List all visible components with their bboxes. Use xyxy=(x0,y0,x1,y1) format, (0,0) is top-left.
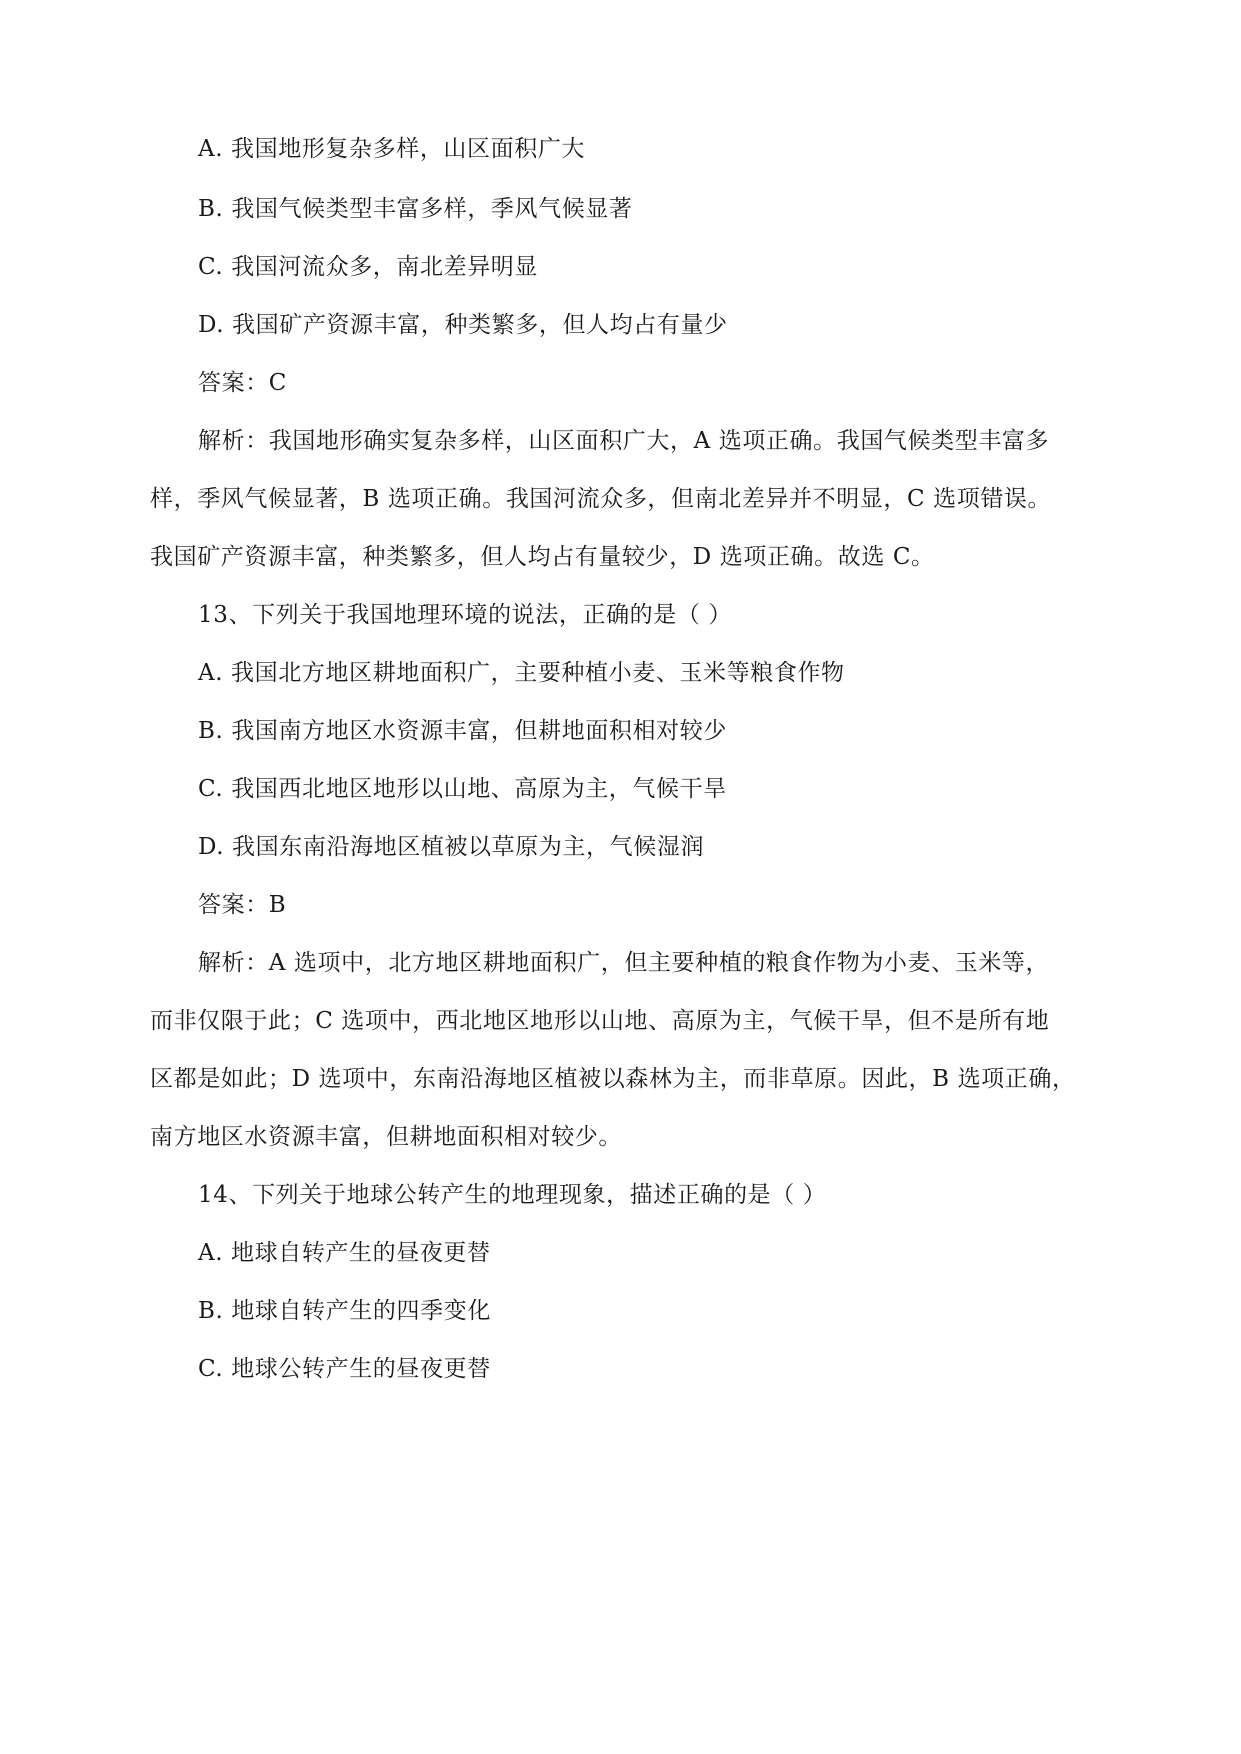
analysis-line: 样，季风气候显著，B 选项正确。我国河流众多，但南北差异并不明显，C 选项错误。 xyxy=(150,486,1052,512)
analysis-line: 我国矿产资源丰富，种类繁多，但人均占有量较少，D 选项正确。故选 C。 xyxy=(150,544,935,570)
option-b: B. 我国气候类型丰富多样，季风气候显著 xyxy=(198,196,633,222)
option-c: C. 我国河流众多，南北差异明显 xyxy=(198,254,539,280)
q13-answer: 答案：B xyxy=(198,892,287,918)
q13-option-b: B. 我国南方地区水资源丰富，但耕地面积相对较少 xyxy=(198,718,727,744)
q13-option-c: C. 我国西北地区地形以山地、高原为主，气候干旱 xyxy=(198,776,727,802)
q13-analysis-line: 而非仅限于此；C 选项中，西北地区地形以山地、高原为主，气候干旱，但不是所有地 xyxy=(150,1008,1050,1034)
q13-option-a: A. 我国北方地区耕地面积广，主要种植小麦、玉米等粮食作物 xyxy=(198,660,845,686)
q14-option-a: A. 地球自转产生的昼夜更替 xyxy=(198,1240,491,1266)
option-d: D. 我国矿产资源丰富，种类繁多，但人均占有量少 xyxy=(198,312,728,338)
question-14: 14、下列关于地球公转产生的地理现象，描述正确的是（ ） xyxy=(198,1182,827,1208)
analysis-line: 解析：我国地形确实复杂多样，山区面积广大，A 选项正确。我国气候类型丰富多 xyxy=(198,428,1050,454)
answer: 答案：C xyxy=(198,370,287,396)
q13-option-d: D. 我国东南沿海地区植被以草原为主，气候湿润 xyxy=(198,834,705,860)
q14-option-b: B. 地球自转产生的四季变化 xyxy=(198,1298,491,1324)
q13-analysis-line: 区都是如此；D 选项中，东南沿海地区植被以森林为主，而非草原。因此，B 选项正确， xyxy=(150,1066,1076,1092)
q13-analysis-line: 解析：A 选项中，北方地区耕地面积广，但主要种植的粮食作物为小麦、玉米等， xyxy=(198,950,1050,976)
question-13: 13、下列关于我国地理环境的说法，正确的是（ ） xyxy=(198,602,732,628)
option-a: A. 我国地形复杂多样，山区面积广大 xyxy=(198,136,586,162)
q14-option-c: C. 地球公转产生的昼夜更替 xyxy=(198,1356,491,1382)
q13-analysis-line: 南方地区水资源丰富，但耕地面积相对较少。 xyxy=(150,1124,622,1150)
